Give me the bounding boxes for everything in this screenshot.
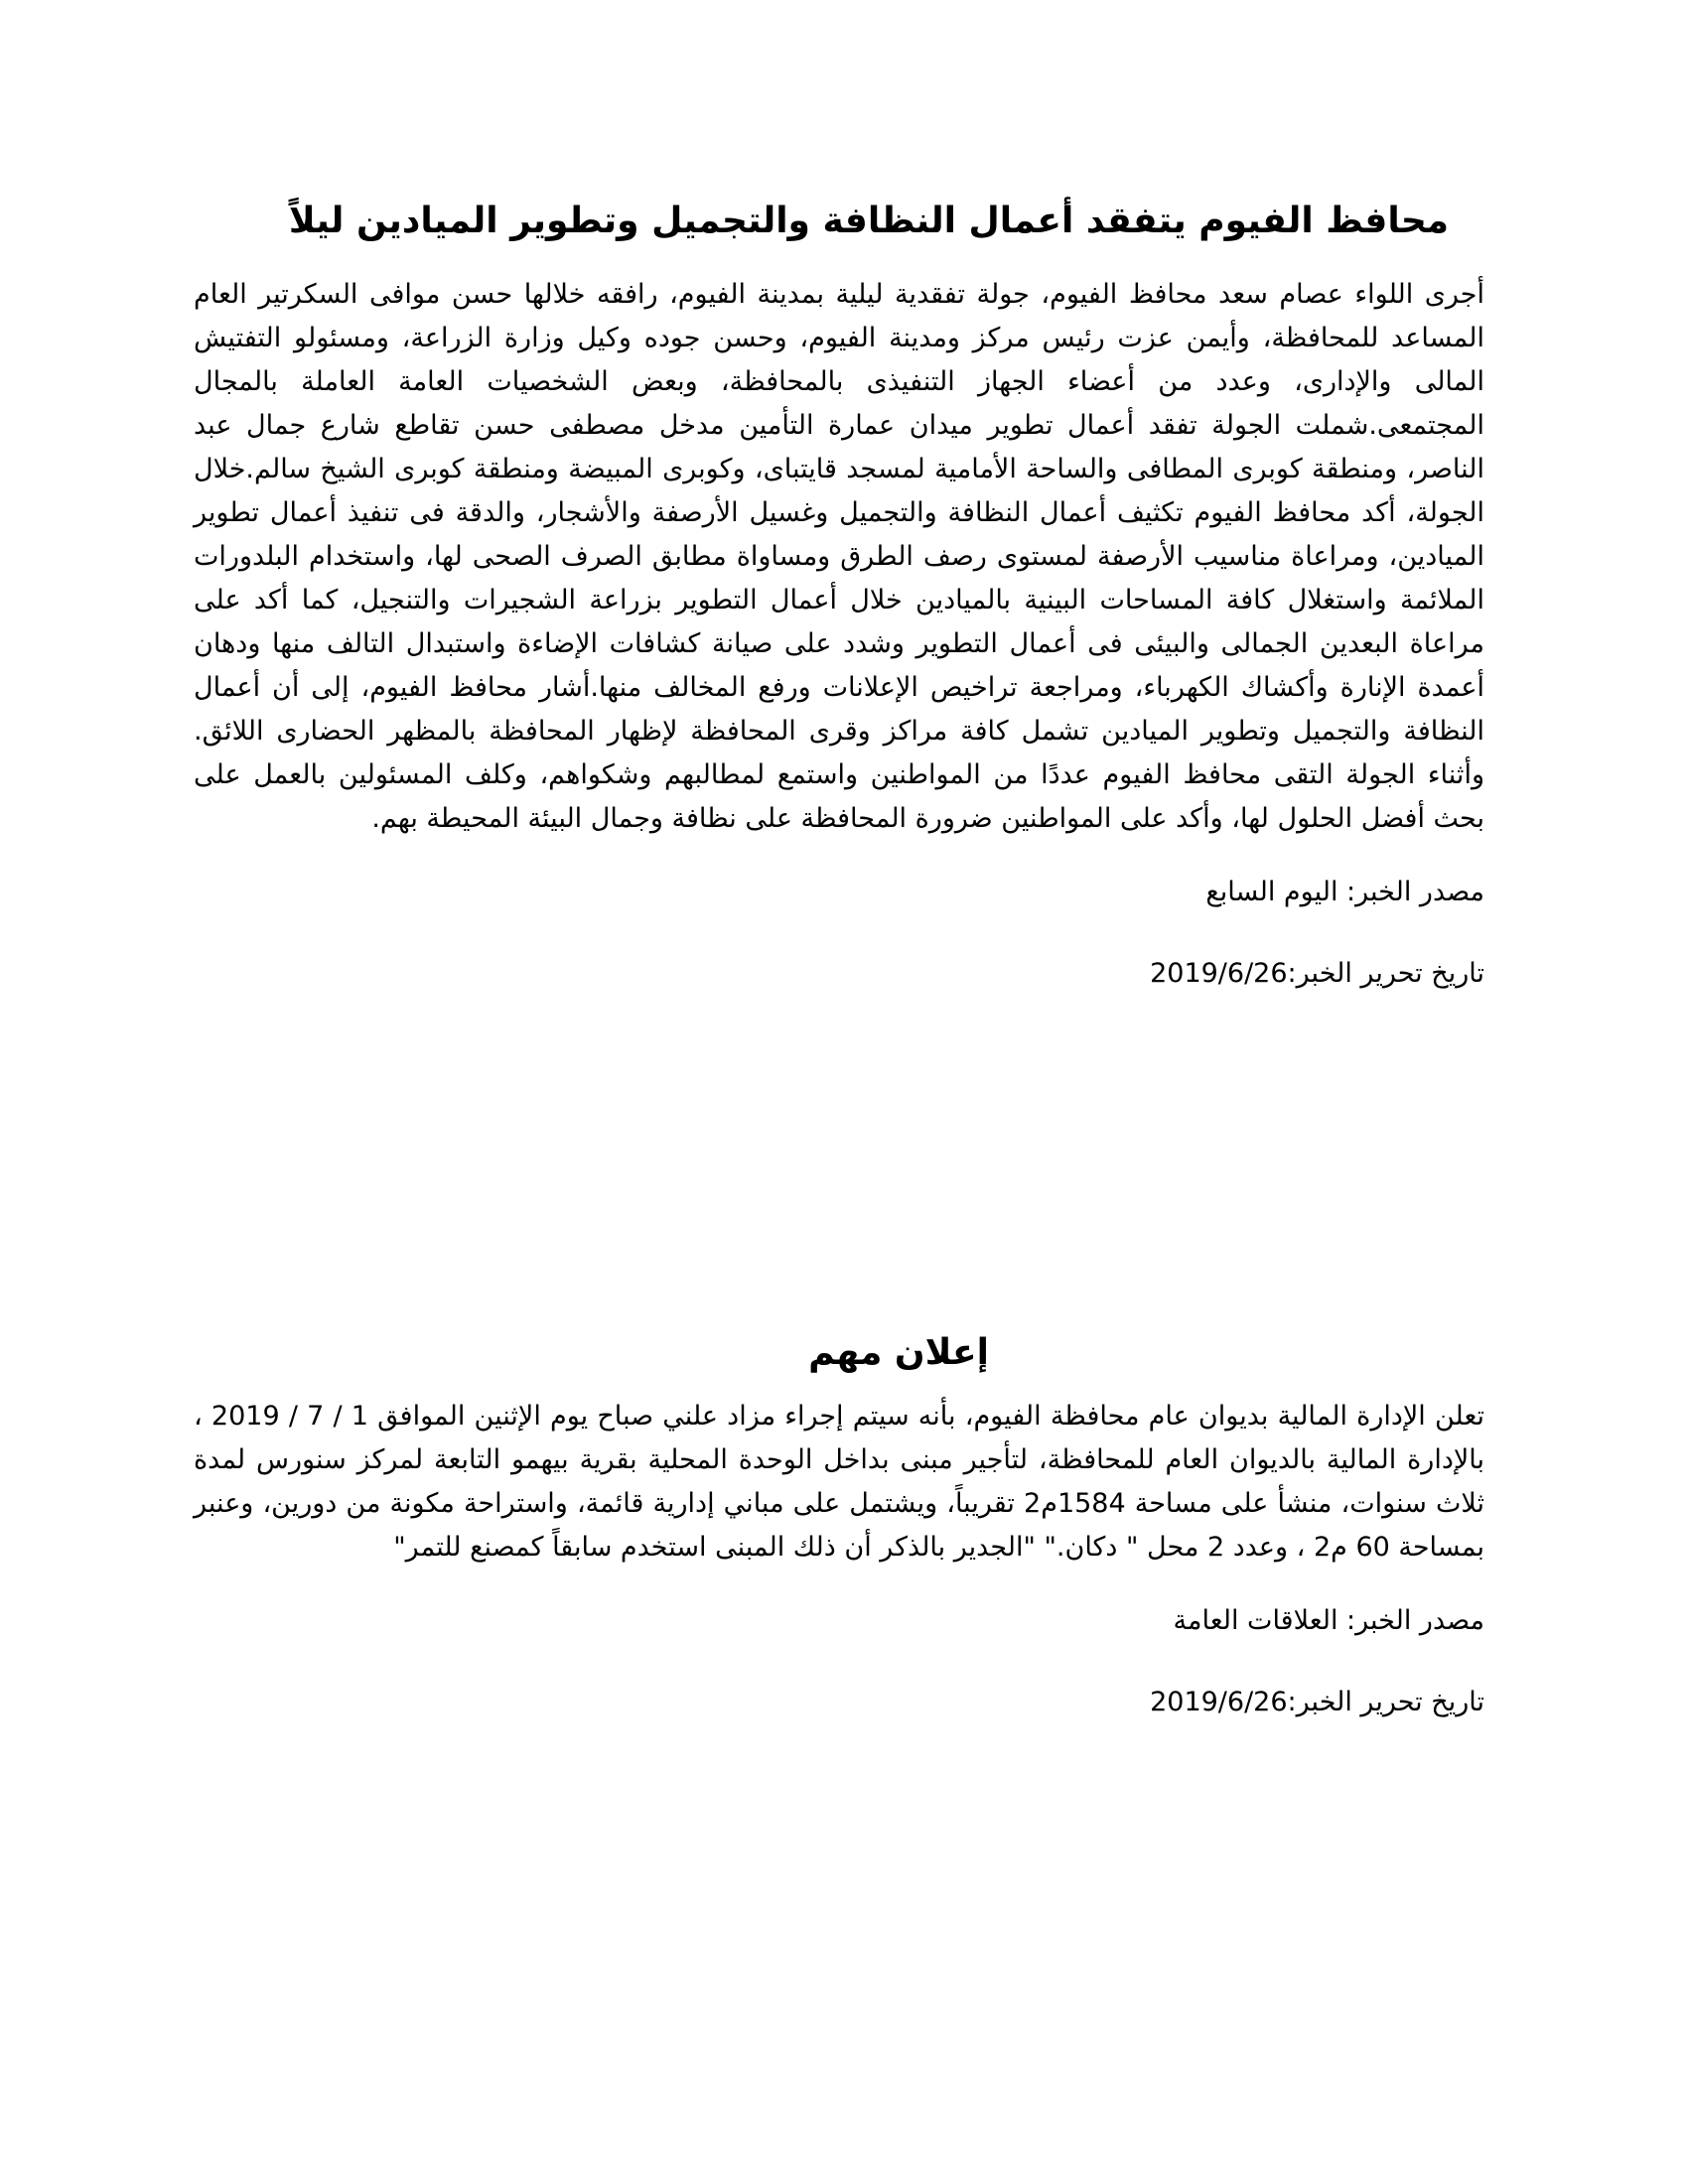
article-source: مصدر الخبر: اليوم السابع (1205, 877, 1484, 907)
announcement-body: تعلن الإدارة المالية بديوان عام محافظة الفيوم، بأنه سيتم إجراء مزاد علني صباح يوم الإثنين الموافق 1 / 7 / 2019 ، بالإدارة المالية بالديوان العام للمحافظة، لتأجير مبنى بداخل الوحدة المحلية بقرية بيهمو التابعة لمركز سنورس لمدة ثلاث سنوات، منشأ على مساحة 1584م2 تقريباً، ويشتمل على مباني إدارية قائمة، واستراحة مكونة من دورين، وعنبر بمساحة 60 م2 ، وعدد 2 محل " دكان." "الجدير بالذكر أن ذلك المبنى استخدم سابقاً كمصنع للتمر" (194, 1401, 1485, 1563)
announcement-source: مصدر الخبر: العلاقات العامة (1173, 1605, 1484, 1636)
news-article-governor-tour (194, 194, 1484, 996)
announcement-headline: إعلان مهم (808, 1332, 989, 1373)
article-headline: محافظ الفيوم يتفقد أعمال النظافة والتجميل وتطوير الميادين ليلاً (288, 201, 1450, 241)
article-date: تاريخ تحرير الخبر:2019/6/26 (1150, 958, 1484, 989)
news-article-announcement (194, 1325, 1484, 1724)
article-body: أجرى اللواء عصام سعد محافظ الفيوم، جولة تفقدية ليلية بمدينة الفيوم، رافقه خلالها حسن موافى السكرتير العام المساعد للمحافظة، وأيمن عزت رئيس مركز ومدينة الفيوم، وحسن جوده وكيل وزارة الزراعة، ومسئولو التفتيش المالى والإدارى، وعدد من أعضاء الجهاز التنفيذى بالمحافظة، وبعض الشخصيات العامة العاملة بالمجال المجتمعى.شملت الجولة تفقد أعمال تطوير ميدان عمارة التأمين مدخل مصطفى حسن تقاطع شارع جمال عبد الناصر، ومنطقة كوبرى المطافى والساحة الأمامية لمسجد قايتباى، وكوبرى المبيضة ومنطقة كوبرى الشيخ سالم.خلال الجولة، أكد محافظ الفيوم تكثيف أعمال النظافة والتجميل وغسيل الأرصفة والأشجار، والدقة فى تنفيذ أعمال تطوير الميادين، ومراعاة مناسيب الأرصفة لمستوى رصف الطرق ومساواة مطابق الصرف الصحى لها، واستخدام البلدورات الملائمة واستغلال كافة المساحات البينية بالميادين خلال أعمال التطوير بزراعة الشجيرات والتنجيل، كما أكد على مراعاة البعدين الجمالى والبيئى فى أعمال التطوير وشدد على صيانة كشافات الإضاءة واستبدال التالف منها ودهان أعمدة الإنارة وأكشاك الكهرباء، ومراجعة تراخيص الإعلانات ورفع المخالف منها.أشار محافظ الفيوم، إلى أن أعمال النظافة والتجميل وتطوير الميادين تشمل كافة مراكز وقرى المحافظة لإظهار المحافظة بالمظهر الحضارى اللائق. وأثناء الجولة التقى محافظ الفيوم عددًا من المواطنين واستمع لمطالبهم وشكواهم، وكلف المسئولين بالعمل على بحث أفضل الحلول لها، وأكد على المواطنين ضرورة المحافظة على نظافة وجمال البيئة المحيطة بهم. (194, 279, 1484, 834)
announcement-date: تاريخ تحرير الخبر:2019/6/26 (1150, 1687, 1484, 1717)
